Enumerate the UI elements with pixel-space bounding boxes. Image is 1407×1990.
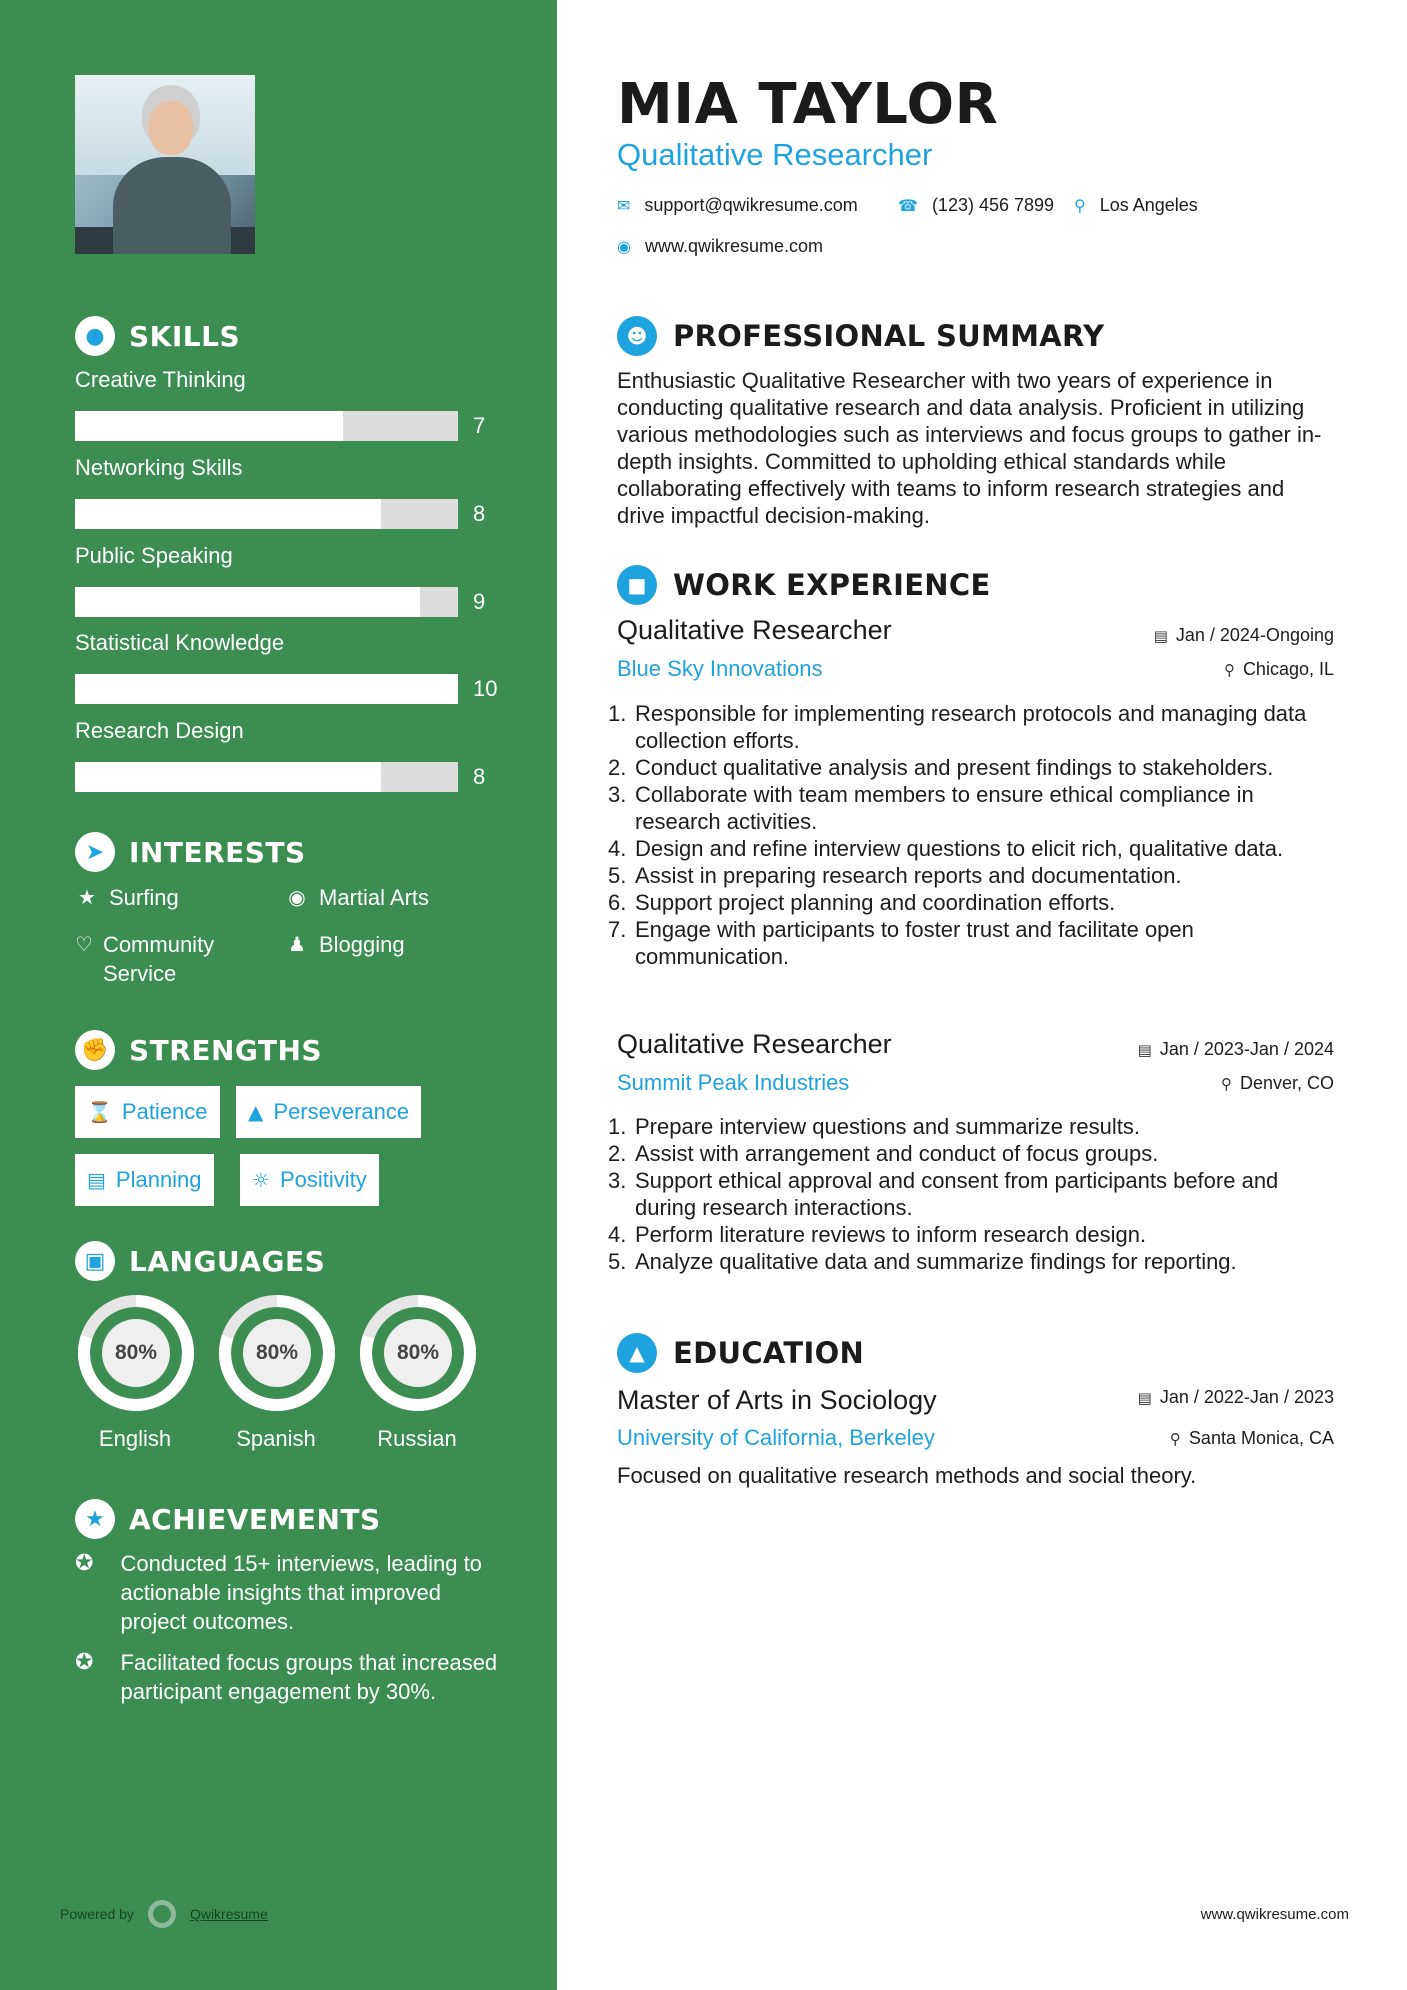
map-pin-icon: ⚲	[1074, 196, 1086, 215]
strength-label: Positivity	[279, 1167, 367, 1192]
interest-item	[285, 930, 405, 959]
job-location-text: Denver, CO	[1239, 1073, 1334, 1093]
list-item: 4. Design and refine interview questions to elicit rich, qualitative data.	[608, 836, 1284, 861]
contact-website[interactable]	[617, 236, 823, 257]
education-location-text: Santa Monica, CA	[1188, 1428, 1334, 1448]
achievements-title: ACHIEVEMENTS	[129, 1502, 381, 1536]
globe-icon: ◉	[288, 885, 306, 909]
strengths-title: STRENGTHS	[129, 1033, 323, 1067]
pin-icon: ⚲	[1169, 1429, 1181, 1448]
office-chair-icon: ■	[617, 565, 657, 605]
strength-badge	[236, 1086, 421, 1138]
graduate-icon: ▲	[617, 1333, 657, 1373]
skill-label: Research Design	[75, 718, 244, 743]
achievement-text: Conducted 15+ interviews, leading to actionable insights that improved project outcomes.	[120, 1551, 482, 1634]
interests-title: INTERESTS	[129, 835, 306, 869]
contact-phone[interactable]	[898, 195, 1054, 216]
paper-plane-icon: ➤	[75, 832, 115, 872]
location-text: Los Angeles	[1099, 195, 1198, 215]
interest-label: Community Service	[102, 932, 215, 986]
powered-by-label: Powered by	[60, 1906, 134, 1922]
language-name: Russian	[377, 1426, 457, 1451]
skill-label: Creative Thinking	[75, 367, 246, 392]
calendar-icon: ▤	[1137, 1040, 1152, 1059]
qwikresume-logo-icon	[148, 1900, 176, 1928]
skill-bar	[75, 411, 458, 441]
sidebar	[0, 0, 557, 1990]
job-location	[1224, 659, 1334, 680]
language-percent: 80%	[114, 1341, 158, 1364]
list-item: 3. Collaborate with team members to ensure ethical compliance in research activities.	[608, 782, 1254, 834]
globe-icon: ◉	[617, 237, 631, 256]
skill-item	[75, 455, 495, 526]
list-item: 1. Prepare interview questions and summarize results.	[608, 1114, 1141, 1139]
interest-label: Martial Arts	[319, 885, 430, 910]
skill-bar	[75, 762, 458, 792]
skills-heading	[75, 316, 240, 356]
interests-heading	[75, 832, 306, 872]
job-title: Qualitative Researcher	[617, 615, 892, 645]
interest-item	[285, 883, 429, 912]
experience-title: WORK EXPERIENCE	[673, 568, 991, 602]
job-company: Summit Peak Industries	[617, 1070, 850, 1095]
qwikresume-link[interactable]: Qwikresume	[189, 1906, 268, 1922]
job-location-text: Chicago, IL	[1242, 659, 1334, 679]
skill-bar	[75, 674, 458, 704]
skill-item	[75, 367, 495, 438]
skills-title: SKILLS	[129, 319, 241, 353]
skill-bar-fill	[75, 587, 420, 617]
languages-title: LANGUAGES	[129, 1244, 326, 1278]
education-date	[1138, 1387, 1334, 1408]
skill-label: Networking Skills	[75, 455, 243, 480]
job-location	[1221, 1073, 1334, 1094]
summary-title: PROFESSIONAL SUMMARY	[673, 319, 1105, 353]
job-date	[1154, 625, 1334, 646]
skill-level: 9	[473, 589, 486, 614]
achievement-text: Facilitated focus groups that increased participant engagement by 30%.	[120, 1650, 498, 1704]
lightbulb-icon: ●	[75, 316, 115, 356]
users-icon: ♟	[288, 932, 306, 956]
contact-location	[1074, 195, 1198, 216]
strength-label: Perseverance	[273, 1099, 410, 1124]
education-title: EDUCATION	[673, 1336, 865, 1370]
list-item: 3. Support ethical approval and consent from participants before and during research interactions.	[608, 1168, 1279, 1220]
skill-level: 8	[473, 501, 486, 526]
languages-heading	[75, 1241, 325, 1281]
skill-level: 10	[473, 676, 498, 701]
fist-icon: ✊	[75, 1030, 115, 1070]
star-icon: ★	[78, 885, 96, 909]
interest-label: Surfing	[109, 885, 179, 910]
job-date-text: Jan / 2024-Ongoing	[1175, 625, 1334, 645]
skill-bar	[75, 587, 458, 617]
strength-badge	[75, 1154, 214, 1206]
list-item: 2. Conduct qualitative analysis and present findings to stakeholders.	[608, 755, 1274, 780]
interest-item	[75, 883, 179, 912]
footer-url[interactable]: www.qwikresume.com	[1200, 1906, 1349, 1923]
skill-level: 7	[473, 413, 486, 438]
achievement-item	[75, 1648, 505, 1706]
road-icon: ▲	[248, 1100, 264, 1124]
skill-item	[75, 543, 495, 614]
language-name: English	[98, 1426, 172, 1451]
job-date-text: Jan / 2023-Jan / 2024	[1159, 1039, 1334, 1059]
job-duties-list	[608, 1113, 1328, 1275]
degree-title: Master of Arts in Sociology	[617, 1385, 937, 1415]
envelope-icon: ✉	[617, 196, 631, 215]
trophy-star-icon: ★	[75, 1499, 115, 1539]
summary-text: Enthusiastic Qualitative Researcher with two years of experience in conducting qualitative research and data analysis. Proficient in utilizing various methodologies such as interviews and focus groups to gather in-depth insights. Committed to upholding ethical standards while collaborating effectively with teams to inform research strategies and drive impactful decision-making.	[617, 368, 1322, 528]
list-item: 4. Perform literature reviews to inform research design.	[608, 1222, 1147, 1247]
job-company: Blue Sky Innovations	[617, 656, 823, 681]
list-item: 7. Engage with participants to foster trust and facilitate open communication.	[608, 917, 1194, 969]
skill-bar-fill	[75, 499, 381, 529]
achievement-item	[75, 1549, 505, 1636]
strengths-heading	[75, 1030, 322, 1070]
phone-text: (123) 456 7899	[931, 195, 1055, 215]
strength-label: Patience	[121, 1099, 208, 1124]
profile-photo	[75, 75, 255, 254]
candidate-role: Qualitative Researcher	[617, 137, 933, 172]
user-icon: ☻	[617, 316, 657, 356]
skill-label: Statistical Knowledge	[75, 630, 285, 655]
summary-heading	[617, 316, 1104, 356]
language-percent: 80%	[255, 1341, 299, 1364]
list-item: 5. Analyze qualitative data and summarize findings for reporting.	[608, 1249, 1237, 1274]
job-date	[1138, 1039, 1334, 1060]
school-name: University of California, Berkeley	[617, 1425, 935, 1450]
pin-icon: ⚲	[1220, 1074, 1232, 1093]
email-text: support@qwikresume.com	[644, 195, 858, 215]
calendar-icon: ▤	[1153, 626, 1168, 645]
list-item: 5. Assist in preparing research reports and documentation.	[608, 863, 1182, 888]
skill-bar-fill	[75, 674, 458, 704]
skill-bar-fill	[75, 411, 343, 441]
calendar-icon: ▤	[87, 1168, 106, 1192]
experience-heading	[617, 565, 991, 605]
list-item: 6. Support project planning and coordination efforts.	[608, 890, 1116, 915]
calendar-icon: ▤	[1137, 1388, 1152, 1407]
job-title: Qualitative Researcher	[617, 1029, 892, 1059]
contact-email[interactable]	[617, 195, 858, 216]
language-card-icon: ▣	[75, 1241, 115, 1281]
list-item: 2. Assist with arrangement and conduct of focus groups.	[608, 1141, 1159, 1166]
skill-bar	[75, 499, 458, 529]
star-burst-icon: ✪	[75, 1551, 94, 1576]
pin-icon: ⚲	[1223, 660, 1235, 679]
language-name: Spanish	[236, 1426, 316, 1451]
interest-label: Blogging	[319, 932, 405, 957]
language-percent: 80%	[396, 1341, 440, 1364]
strength-label: Planning	[115, 1167, 202, 1192]
candidate-name: MIA TAYLOR	[617, 72, 999, 137]
strength-badge	[75, 1086, 220, 1138]
education-heading	[617, 1333, 864, 1373]
hourglass-icon: ⌛	[87, 1100, 112, 1124]
list-item: 1. Responsible for implementing research protocols and managing data collection efforts.	[608, 701, 1307, 753]
education-date-text: Jan / 2022-Jan / 2023	[1159, 1387, 1334, 1407]
job-duties-list	[608, 700, 1328, 970]
skill-item	[75, 718, 495, 789]
hand-icon: ♡	[75, 932, 93, 956]
skill-level: 8	[473, 764, 486, 789]
star-burst-icon: ✪	[75, 1650, 94, 1675]
phone-icon: ☎	[898, 196, 918, 215]
sun-icon: ☼	[252, 1168, 270, 1192]
education-description: Focused on qualitative research methods and social theory.	[617, 1463, 1197, 1488]
achievements-heading	[75, 1499, 381, 1539]
skill-item	[75, 630, 498, 701]
interest-item	[75, 930, 245, 988]
education-location	[1170, 1428, 1334, 1449]
skill-label: Public Speaking	[75, 543, 233, 568]
skill-bar-fill	[75, 762, 381, 792]
strength-badge	[240, 1154, 379, 1206]
website-text: www.qwikresume.com	[644, 236, 824, 256]
powered-by	[60, 1900, 268, 1928]
